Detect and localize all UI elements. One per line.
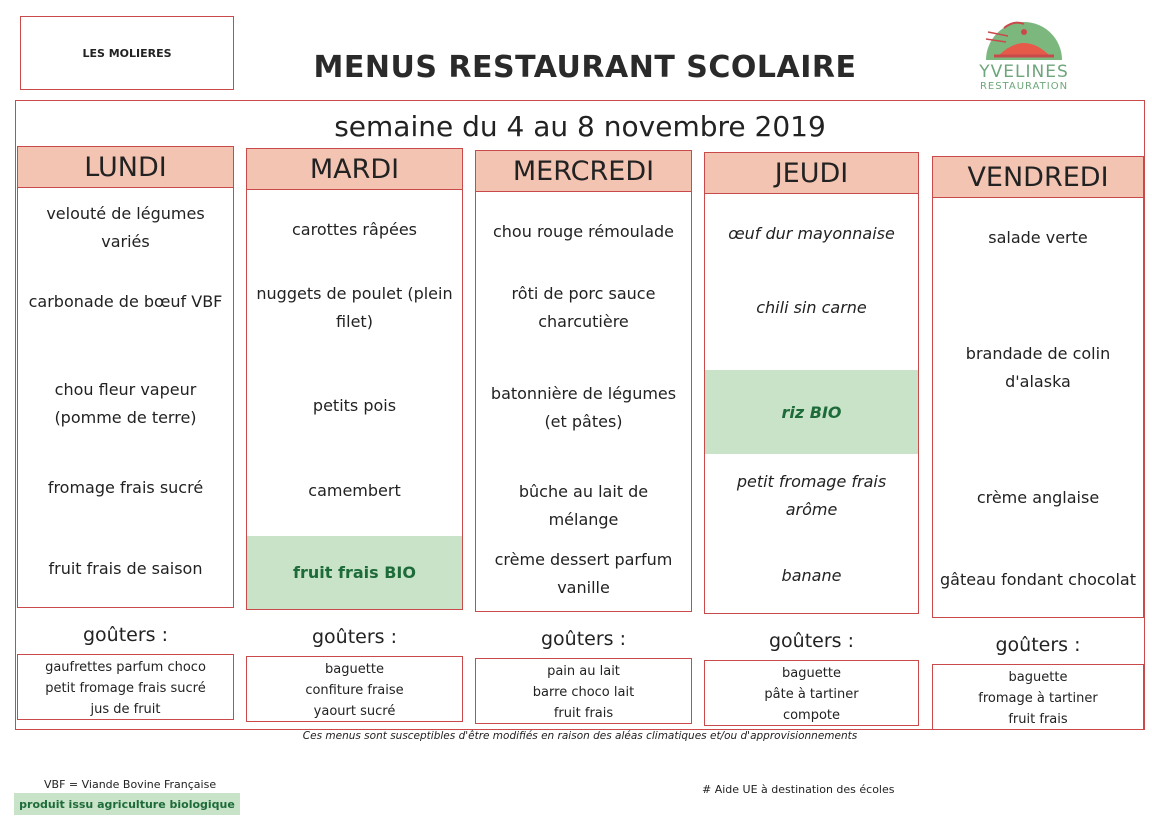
bio-dish: riz BIO [705,370,918,454]
gouter-item: fromage à tartiner [978,691,1098,706]
dish: petits pois [312,396,397,415]
gouter-title: goûters : [311,626,398,648]
dish: camembert [308,481,401,500]
dish: rôti de porc sauce charcutière [511,284,656,331]
day-header: JEUDI [704,152,919,194]
day-meals [932,198,1144,618]
gouter-box [475,658,692,724]
disclaimer-note: Ces menus sont susceptibles d'être modifiés en raison des aléas climatiques et/ou d'approvisionnements [302,730,858,742]
gouter-title: goûters : [995,634,1081,656]
gouter-item: petit fromage frais sucré [45,681,206,696]
dish: chou fleur vapeur (pomme de terre) [54,380,197,427]
aide-ue-note: # Aide UE à destination des écoles [702,783,895,796]
gouter-box [932,664,1144,730]
dish: chou rouge rémoulade [492,222,675,241]
cloche-logo-icon [964,12,1084,64]
logo [964,12,1084,96]
gouter-item: baguette [782,666,841,681]
gouter-item: compote [782,708,841,723]
dish: batonnière de légumes (et pâtes) [490,384,677,431]
dish: carbonade de bœuf VBF [28,292,223,311]
dish: salade verte [988,228,1088,247]
gouter-item: pain au lait [547,664,620,679]
gouter-item: fruit frais [1008,712,1068,727]
gouter-title: goûters : [82,624,169,646]
gouter-box [704,660,919,726]
gouter-item: yaourt sucré [313,704,396,719]
logo-line1: YVELINES [979,62,1069,82]
dish: velouté de légumes variés [46,204,205,251]
gouter-item: fruit frais [553,706,614,721]
dish: nuggets de poulet (plein filet) [256,284,453,331]
gouter-title: goûters : [768,630,855,652]
dish: bûche au lait de mélange [518,482,649,529]
dish: fruit frais de saison [48,559,203,578]
school-name-box [20,16,234,90]
vbf-legend: VBF = Viande Bovine Française [44,778,217,791]
dish: petit fromage frais arôme [736,472,887,519]
day-meals [246,190,463,610]
dish: carottes râpées [292,220,417,239]
dish: brandade de colin d'alaska [965,344,1111,391]
page-title: MENUS RESTAURANT SCOLAIRE [313,50,857,85]
dish: chili sin carne [756,298,867,317]
gouter-item: pâte à tartiner [764,687,859,702]
dish: banane [781,566,842,585]
dish: œuf dur mayonnaise [728,224,895,243]
dish: fromage frais sucré [47,478,204,497]
gouter-box [17,654,234,720]
bio-dish: fruit frais BIO [247,536,462,609]
bio-legend: produit issu agriculture biologique [14,793,240,815]
week-title: semaine du 4 au 8 novembre 2019 [334,110,826,143]
day-header: MERCREDI [475,150,692,192]
dish: crème anglaise [976,488,1100,507]
day-header: VENDREDI [932,156,1144,198]
gouter-item: confiture fraise [305,683,404,698]
day-header: MARDI [246,148,463,190]
day-meals [704,194,919,614]
gouter-item: gaufrettes parfum choco [45,660,206,675]
day-header: LUNDI [17,146,234,188]
school-name: LES MOLIERES [82,46,172,60]
logo-line2: RESTAURATION [979,81,1069,92]
day-meals [475,192,692,612]
gouter-item: baguette [325,662,384,677]
gouter-item: baguette [1008,670,1068,685]
gouter-box [246,656,463,722]
gouter-item: barre choco lait [532,685,635,700]
dish: crème dessert parfum vanille [494,550,673,597]
day-meals [17,188,234,608]
gouter-title: goûters : [540,628,627,650]
dish: gâteau fondant chocolat [940,570,1136,589]
gouter-item: jus de fruit [90,702,161,717]
